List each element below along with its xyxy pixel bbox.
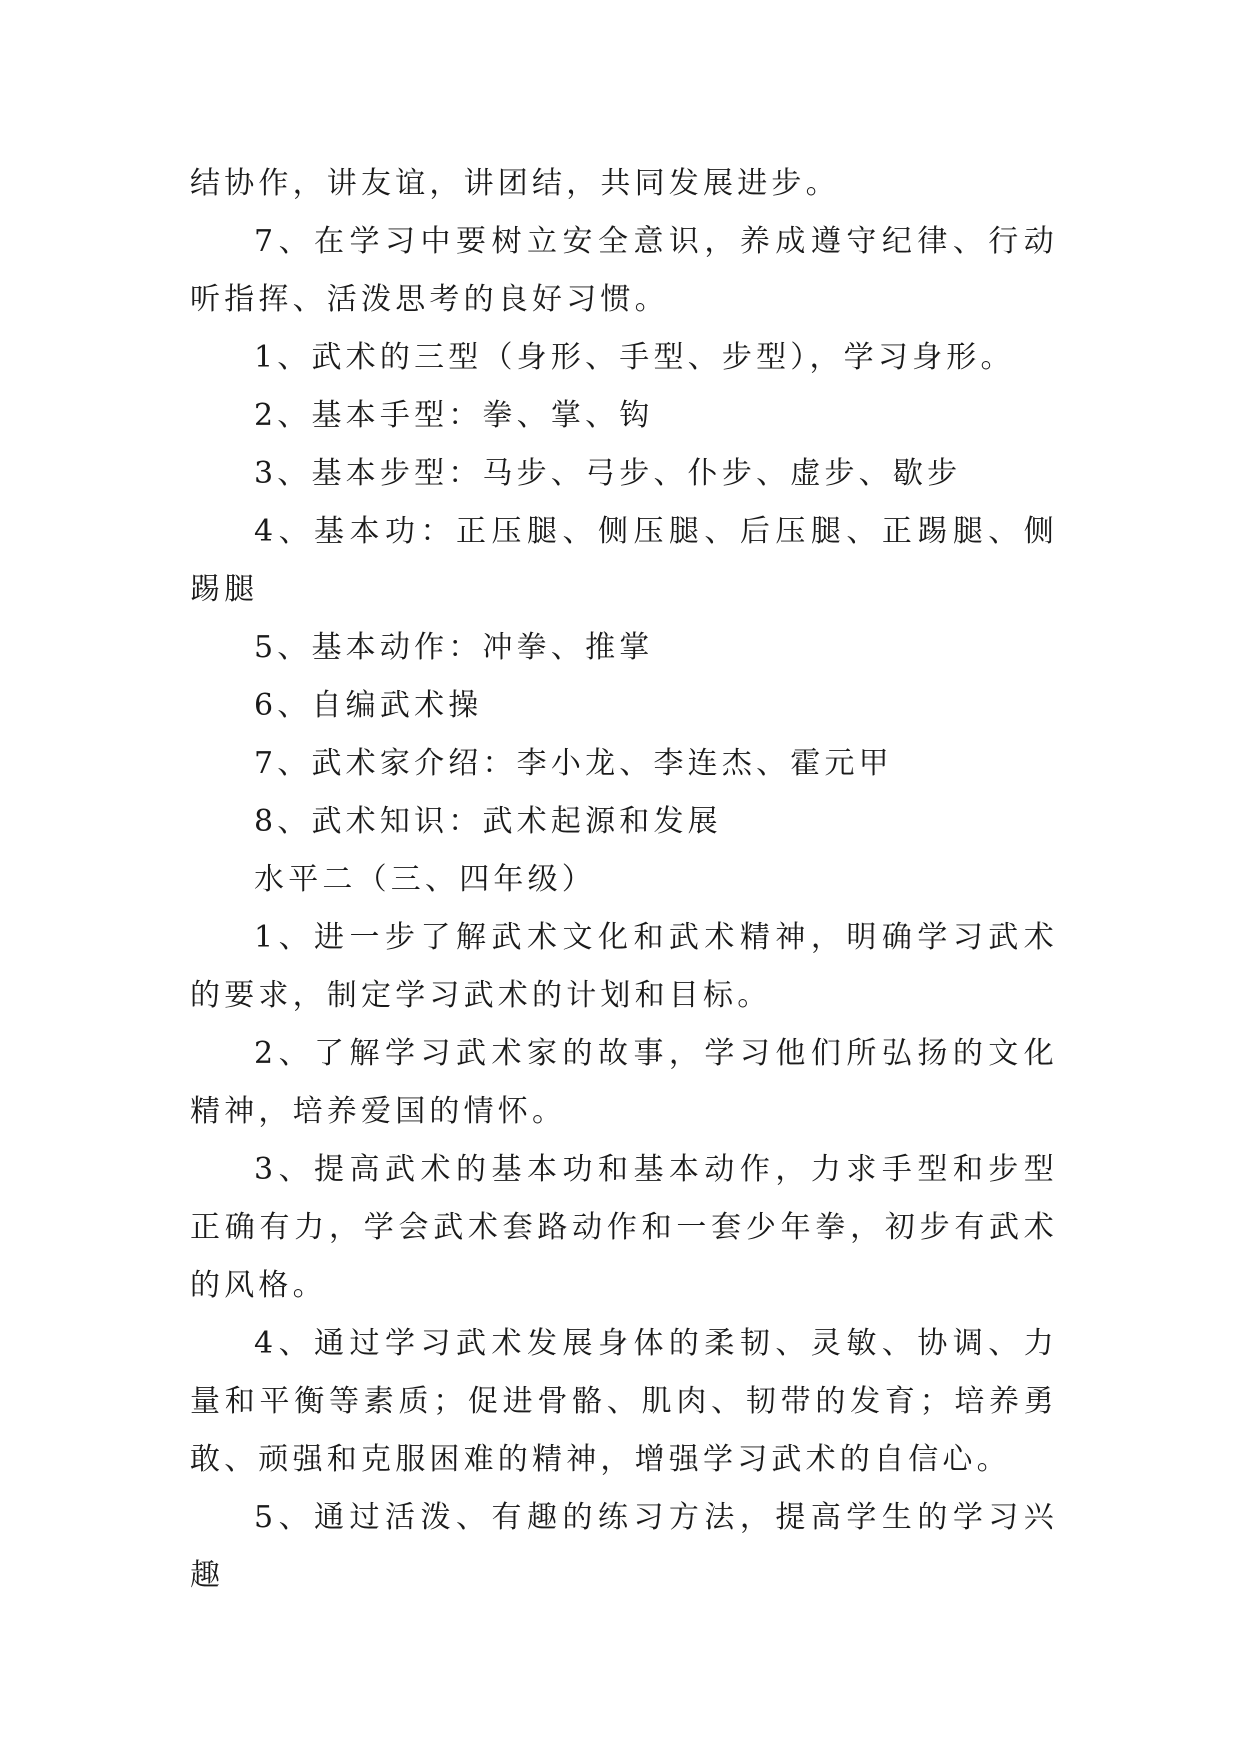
document-body	[190, 155, 1058, 1605]
paragraph: 4、通过学习武术发展身体的柔韧、灵敏、协调、力量和平衡等素质；促进骨骼、肌肉、韧带的发育；培养勇敢、顽强和克服困难的精神，增强学习武术的自信心。	[190, 1326, 1058, 1477]
paragraph: 2、了解学习武术家的故事，学习他们所弘扬的文化精神，培养爱国的情怀。	[190, 1036, 1058, 1129]
paragraph: 7、在学习中要树立安全意识，养成遵守纪律、行动听指挥、活泼思考的良好习惯。	[190, 224, 1058, 317]
paragraph: 5、基本动作：冲拳、推掌	[254, 630, 654, 665]
paragraph: 7、武术家介绍：李小龙、李连杰、霍元甲	[254, 746, 893, 781]
paragraph: 结协作，讲友谊，讲团结，共同发展进步。	[190, 166, 840, 201]
section-heading: 水平二（三、四年级）	[254, 862, 596, 897]
paragraph: 8、武术知识：武术起源和发展	[254, 804, 722, 839]
paragraph: 5、通过活泼、有趣的练习方法，提高学生的学习兴趣	[190, 1500, 1058, 1593]
paragraph: 6、自编武术操	[254, 688, 483, 723]
paragraph: 1、进一步了解武术文化和武术精神，明确学习武术的要求，制定学习武术的计划和目标。	[190, 920, 1058, 1013]
paragraph: 3、基本步型：马步、弓步、仆步、虚步、歇步	[254, 456, 962, 491]
paragraph: 4、基本功：正压腿、侧压腿、后压腿、正踢腿、侧踢腿	[190, 514, 1058, 607]
paragraph: 2、基本手型：拳、掌、钩	[254, 398, 654, 433]
paragraph: 1、武术的三型（身形、手型、步型），学习身形。	[254, 340, 1015, 375]
paragraph: 3、提高武术的基本功和基本动作，力求手型和步型正确有力，学会武术套路动作和一套少年拳，初步有武术的风格。	[190, 1152, 1058, 1303]
